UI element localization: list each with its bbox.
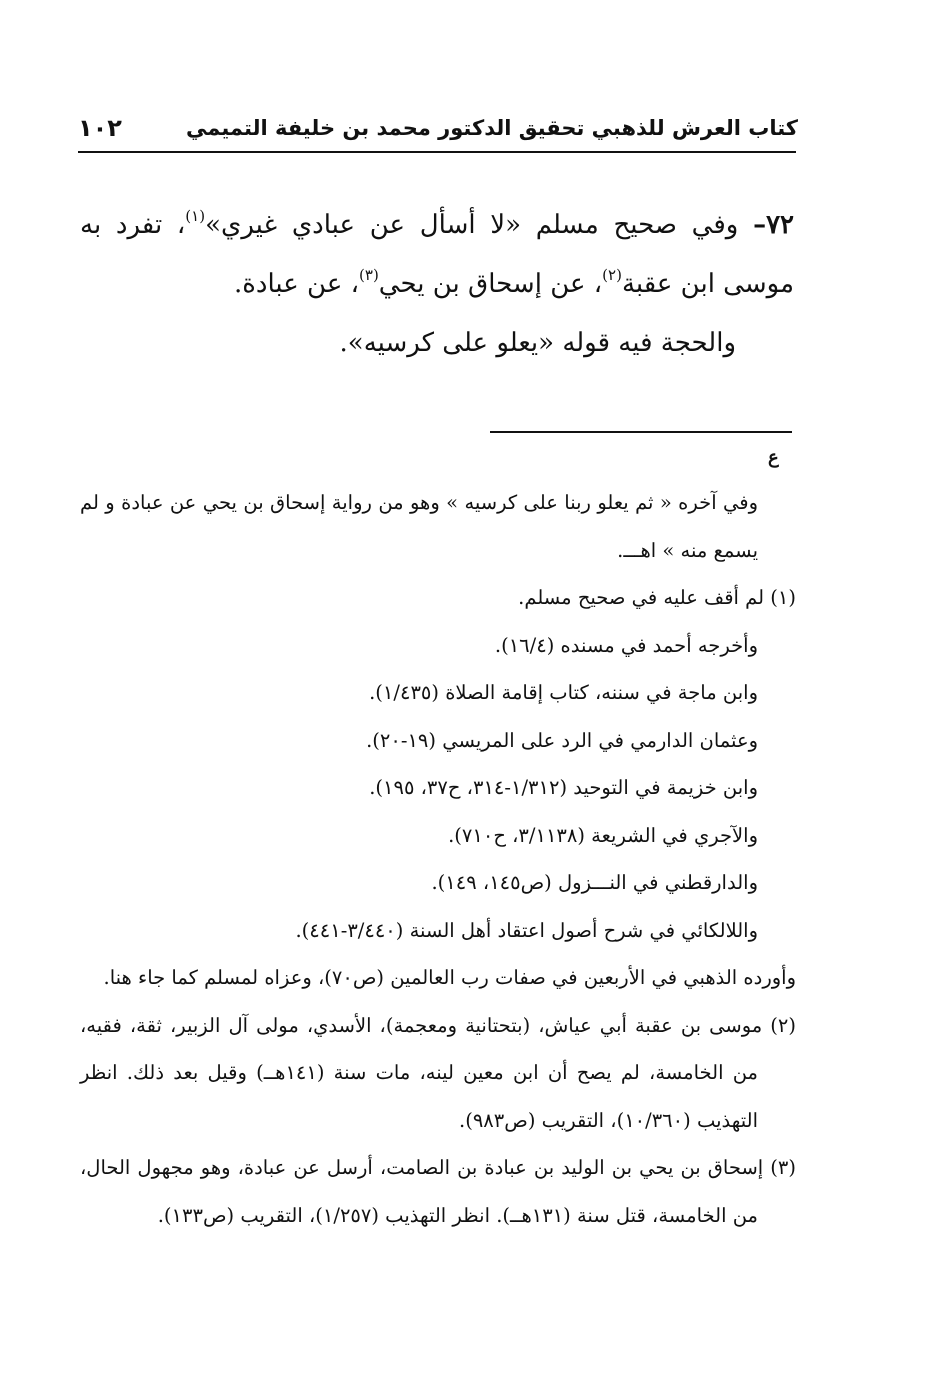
header-title: كتاب العرش للذهبي تحقيق الدكتور محمد بن خليفة التميمي (186, 116, 798, 140)
footnote-ref-2: (٢) (602, 266, 622, 284)
footnote-1-source: وابن خزيمة في التوحيد (١/٣١٢-٣١٤، ح٣٧، ١٩٥). (369, 776, 758, 799)
footnote-1-text: لم أقف عليه في صحيح مسلم. (518, 586, 765, 609)
footnote-1 (80, 574, 796, 622)
page-number: ١٠٢ (78, 114, 122, 142)
footnote-ref-1: (١) (185, 207, 206, 225)
footnote-1-source: وعثمان الدارمي في الرد على المريسي (١٩-٢٠). (366, 728, 758, 752)
entry-text-2: ، تفرد به موسى ابن عقبة (80, 210, 794, 299)
footnote-1-source: واللالكائي في شرح أصول اعتقاد أهل السنة (٣/٤٤٠-٤٤١). (295, 918, 758, 942)
footnote-2-label: (٢) (770, 1013, 796, 1037)
entry-72 (80, 196, 794, 314)
footnote-separator (490, 431, 792, 433)
footnotes (80, 479, 796, 1239)
footnote-1-source: والدارقطني في النـــزول (ص١٤٥، ١٤٩). (431, 871, 758, 894)
header-rule (78, 151, 796, 153)
entry-text-4: ، عن عبادة. (234, 269, 360, 299)
footnote-1-label: (١) (770, 586, 796, 609)
proof-text: والحجة فيه قوله «يعلو على كرسيه». (339, 328, 736, 358)
entry-text-3: ، عن إسحاق بن يحي (378, 269, 603, 299)
footnote-2-text: موسى بن عقبة أبي عياش، (بتحتانية ومعجمة)، الأسدي، مولى آل الزبير، ثقة، فقيه، من الخامسة، لم يصح أن ابن معين لينه، مات سنة (١٤١هــ) وقيل بعد ذلك. انظر التهذيب (١٠/٣٦٠)، التقريب (ص٩٨٣). (80, 1013, 763, 1132)
footnote-3-label: (٣) (770, 1156, 796, 1179)
footnote-1-source: وأخرجه أحمد في مسنده (١٦/٤). (494, 633, 758, 657)
footnote-1-source: وابن ماجة في سننه، كتاب إقامة الصلاة (١/٤٣٥). (369, 681, 758, 704)
footnote-continuation: وفي آخره « ثم يعلو ربنا على كرسيه » وهو من رواية إسحاق بن يحي عن عبادة و لم يسمع منه » اهـــ. (80, 491, 758, 562)
footnote-2 (80, 1002, 796, 1145)
footnote-1-source: وأورده الذهبي في الأربعين في صفات رب العالمين (ص٧٠)، وعزاه لمسلم كما جاء هنا. (103, 966, 796, 989)
continuation-mark: ع (768, 447, 779, 468)
footnote-3-text: إسحاق بن يحي بن الوليد بن عبادة بن الصامت، أرسل عن عبادة، وهو مجهول الحال، من الخامسة، قتل سنة (١٣١هــ). انظر التهذيب (١/٢٥٧)، التقريب (ص١٣٣). (80, 1156, 764, 1227)
footnote-1-source: والآجري في الشريعة (٣/١١٣٨، ح٧١٠). (448, 823, 758, 847)
entry-number: ٧٢– (753, 210, 794, 240)
main-text (80, 196, 794, 373)
entry-text-1: وفي صحيح مسلم «لا أسأل عن عبادي غيري» (205, 210, 739, 240)
footnote-ref-3: (٣) (359, 266, 379, 284)
footnote-3 (80, 1144, 796, 1239)
running-header (78, 112, 798, 152)
